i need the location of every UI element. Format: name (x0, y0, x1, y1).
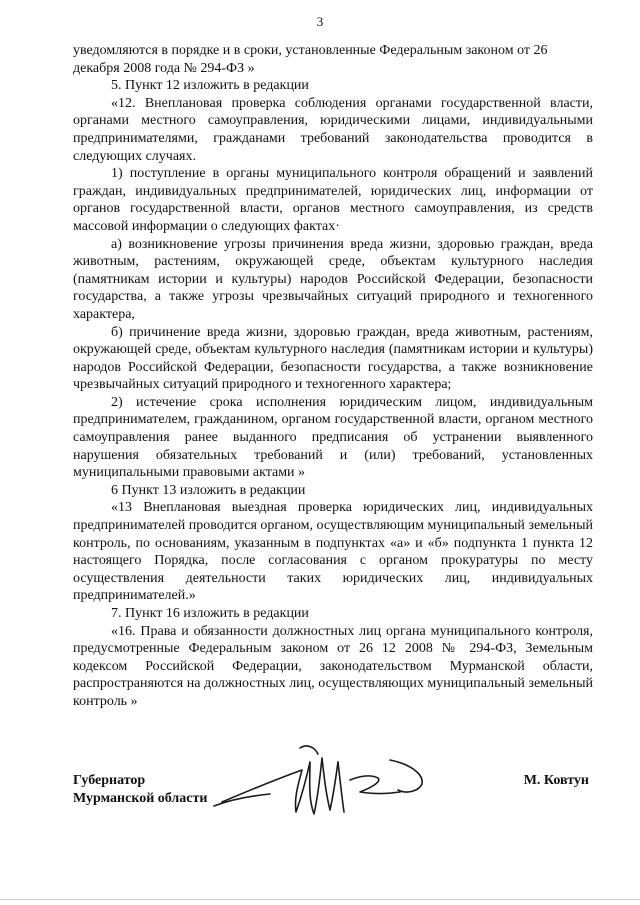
signatory-name: М. Ковтун (523, 773, 589, 788)
paragraph-continuation: уведомляются в порядке и в сроки, установленные Федеральным законом от 26 декабря 2008 года № 294-ФЗ » (73, 43, 548, 76)
paragraph-subitem-1: 1) поступление в органы муниципального контроля обращений и заявлений граждан, индивидуальных предпринимателей, юридических лиц, информации от органов государственной власти, органов местного самоуправления, из средств массовой информации о следующих фактах· (73, 166, 593, 234)
paragraph-clause-16: «16. Права и обязанности должностных лиц органа муниципального контроля, предусмотренные Федеральным законом от 26 12 2008 № 294-ФЗ, Земельным кодексом Российской Федерации, законодательством Мурманской области, распространяются на должностных лиц, осуществляющих муниципальный земельный контроль » (73, 623, 593, 709)
signatory-title (73, 772, 207, 808)
paragraph-item-7: 7. Пункт 16 изложить в редакции (111, 606, 309, 621)
paragraph-clause-13: «13 Внеплановая выездная проверка юридических лиц, индивидуальных предпринимателей проводится органом, осуществляющим муниципальный земельный контроль, по основаниям, указанным в подпунктах «а» и «б» подпункта 1 пункта 12 настоящего Порядка, после согласования с органом прокуратуры по месту осуществления деятельности таких юридических лиц, индивидуальных предпринимателей.» (73, 500, 593, 604)
document-body (73, 42, 593, 711)
paragraph-clause-12: «12. Внеплановая проверка соблюдения органами государственной власти, органами местного самоуправления, юридическими лицами, индивидуальными предпринимателями, гражданами требований законодательства проводится в следующих случаях. (73, 95, 593, 164)
paragraph-item-5: 5. Пункт 12 изложить в редакции (111, 78, 309, 94)
page-bottom-edge (0, 899, 640, 900)
page-number: 3 (316, 14, 324, 29)
paragraph-subitem-a: а) возникновение угрозы причинения вреда жизни, здоровью граждан, вреда животным, растениям, окружающей среде, объектам культурного наследия (памятникам истории и культуры) народов Российской Федерации, безопасности государства, а также угрозы чрезвычайных ситуаций природного и техногенного характера, (73, 236, 593, 322)
signature-block (73, 772, 593, 832)
signatory-title-line2: Мурманской области (73, 791, 208, 806)
paragraph-item-6: 6 Пункт 13 изложить в редакции (111, 482, 306, 498)
paragraph-subitem-b: б) причинение вреда жизни, здоровью граждан, вреда животным, растениям, окружающей среде, объектам культурного наследия (памятникам истории и культуры) народов Российской Федерации, безопасности государства, а также возникновение чрезвычайных ситуаций природного и техногенного характера; (73, 324, 593, 393)
signatory-title-line1: Губернатор (73, 773, 146, 788)
paragraph-subitem-2: 2) истечение срока исполнения юридическим лицом, индивидуальным предпринимателем, гражданином, органом государственной власти, органом местного самоуправления ранее выданного предписания об устранении выявленного нарушения обязательных требований и (или) требований, установленных муниципальными правовыми актами » (73, 394, 593, 481)
